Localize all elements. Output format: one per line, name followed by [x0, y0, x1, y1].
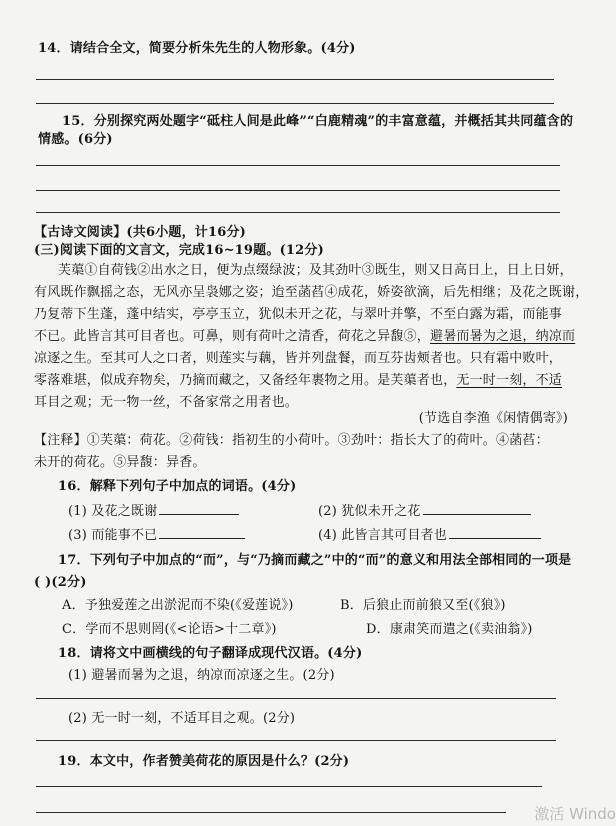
passage-text: 不已。此皆言其可目者也。可鼻，则有荷叶之清香，荷花之异馥⑤， — [34, 329, 431, 344]
passage-line-7: 耳目之观；无一物一丝，不备家常之用者也。 — [34, 395, 299, 410]
question-15-line2: 情感。(6分) — [38, 132, 113, 147]
notes-line-2: 未开的荷花。⑤异馥：异香。 — [34, 455, 206, 470]
passage-source: (节选自李渔《闲情偶寄》) — [418, 411, 568, 426]
answer-blank — [423, 500, 531, 515]
question-19: 19．本文中，作者赞美荷花的原因是什么？(2分) — [58, 754, 350, 769]
passage-line-5: 凉逐之生。至其可人之口者，则莲实与藕，皆并列盘餐，而互芬齿颊者也。只有霜中败叶， — [34, 351, 563, 366]
q17-option-b: B．后狼止而前狼又至(《狼》) — [340, 598, 506, 613]
passage-text: 零落难堪，似成弃物矣，乃摘而藏之，又备经年裹物之用。是芙蕖者也， — [34, 373, 457, 388]
passage-line-6 — [34, 372, 562, 390]
section-header: 【古诗文阅读】(共6小题，计16分) — [34, 225, 247, 240]
question-17-line1: 17．下列句子中加点的“而”，与“乃摘而藏之”中的“而”的意义和用法全部相同的一项是 — [58, 553, 572, 568]
q16-item-2-text: (2) 犹似未开之花 — [318, 504, 421, 519]
q17-option-d: D．康肃笑而遣之(《卖油翁》) — [366, 622, 533, 637]
q16-item-4 — [318, 524, 541, 545]
passage-line-1: 芙蕖①自荷钱②出水之日，便为点缀绿波；及其劲叶③既生，则又日高日上，日上日妍， — [58, 263, 573, 278]
q17-option-a: A．予独爱莲之出淤泥而不染(《爱莲说》) — [62, 598, 294, 613]
answer-line — [36, 79, 554, 80]
q18-item-2: (2) 无一时一刻，不适耳目之观。(2分) — [68, 711, 296, 726]
answer-line — [36, 786, 542, 787]
question-18: 18．请将文中画横线的句子翻译成现代汉语。(4分) — [58, 646, 363, 661]
passage-line-2: 有风既作飘摇之态，无风亦呈袅娜之姿；迨至菡萏④成花，娇姿欲滴，后先相继；及花之既谢， — [34, 285, 589, 300]
answer-line — [36, 740, 556, 741]
q16-item-4-text: (4) 此皆言其可目者也 — [318, 528, 447, 543]
answer-line — [36, 812, 506, 813]
answer-blank — [159, 524, 245, 539]
question-14: 14．请结合全文，简要分析朱先生的人物形象。(4分) — [38, 41, 356, 56]
passage-line-4 — [34, 328, 575, 346]
answer-line — [36, 212, 560, 213]
passage-line-3: 乃复蒂下生蓬，蓬中结实，亭亭玉立，犹似未开之花，与翠叶并擎，不至白露为霜，而能事 — [34, 307, 563, 322]
section-subheader: (三)阅读下面的文言文，完成16~19题。(12分) — [34, 243, 324, 258]
answer-blank — [449, 524, 541, 539]
q16-item-3 — [68, 524, 245, 545]
question-17-line2: ( )(2分) — [34, 575, 87, 590]
underlined-sentence-b: 无一时一刻，不适 — [456, 373, 563, 388]
answer-line — [36, 103, 554, 104]
q16-item-3-text: (3) 而能事不已 — [68, 528, 158, 543]
answer-blank — [159, 500, 239, 515]
q16-item-1-text: (1) 及花之既谢 — [68, 504, 158, 519]
answer-line — [36, 165, 560, 166]
q17-option-c: C．学而不思则罔(《<论语>十二章》) — [62, 622, 277, 637]
notes-line-1: 【注释】①芙蕖：荷花。②荷钱：指初生的小荷叶。③劲叶：指长大了的荷叶。④菡萏： — [34, 433, 549, 448]
answer-line — [36, 698, 556, 699]
q16-item-1 — [68, 500, 239, 521]
underlined-sentence-a: 避暑而暑为之退，纳凉而 — [430, 329, 576, 344]
answer-line — [36, 190, 560, 191]
question-16: 16．解释下列句子中加点的词语。(4分) — [58, 479, 297, 494]
q16-item-2 — [318, 500, 531, 521]
question-15-line1: 15．分别探究两处题字“砥柱人间是此峰”“白鹿精魂”的丰富意蕴，并概括其共同蕴含的 — [62, 114, 574, 129]
activate-windows-watermark: 激活 Windo — [534, 805, 616, 823]
q18-item-1: (1) 避暑而暑为之退，纳凉而凉逐之生。(2分) — [68, 668, 335, 683]
